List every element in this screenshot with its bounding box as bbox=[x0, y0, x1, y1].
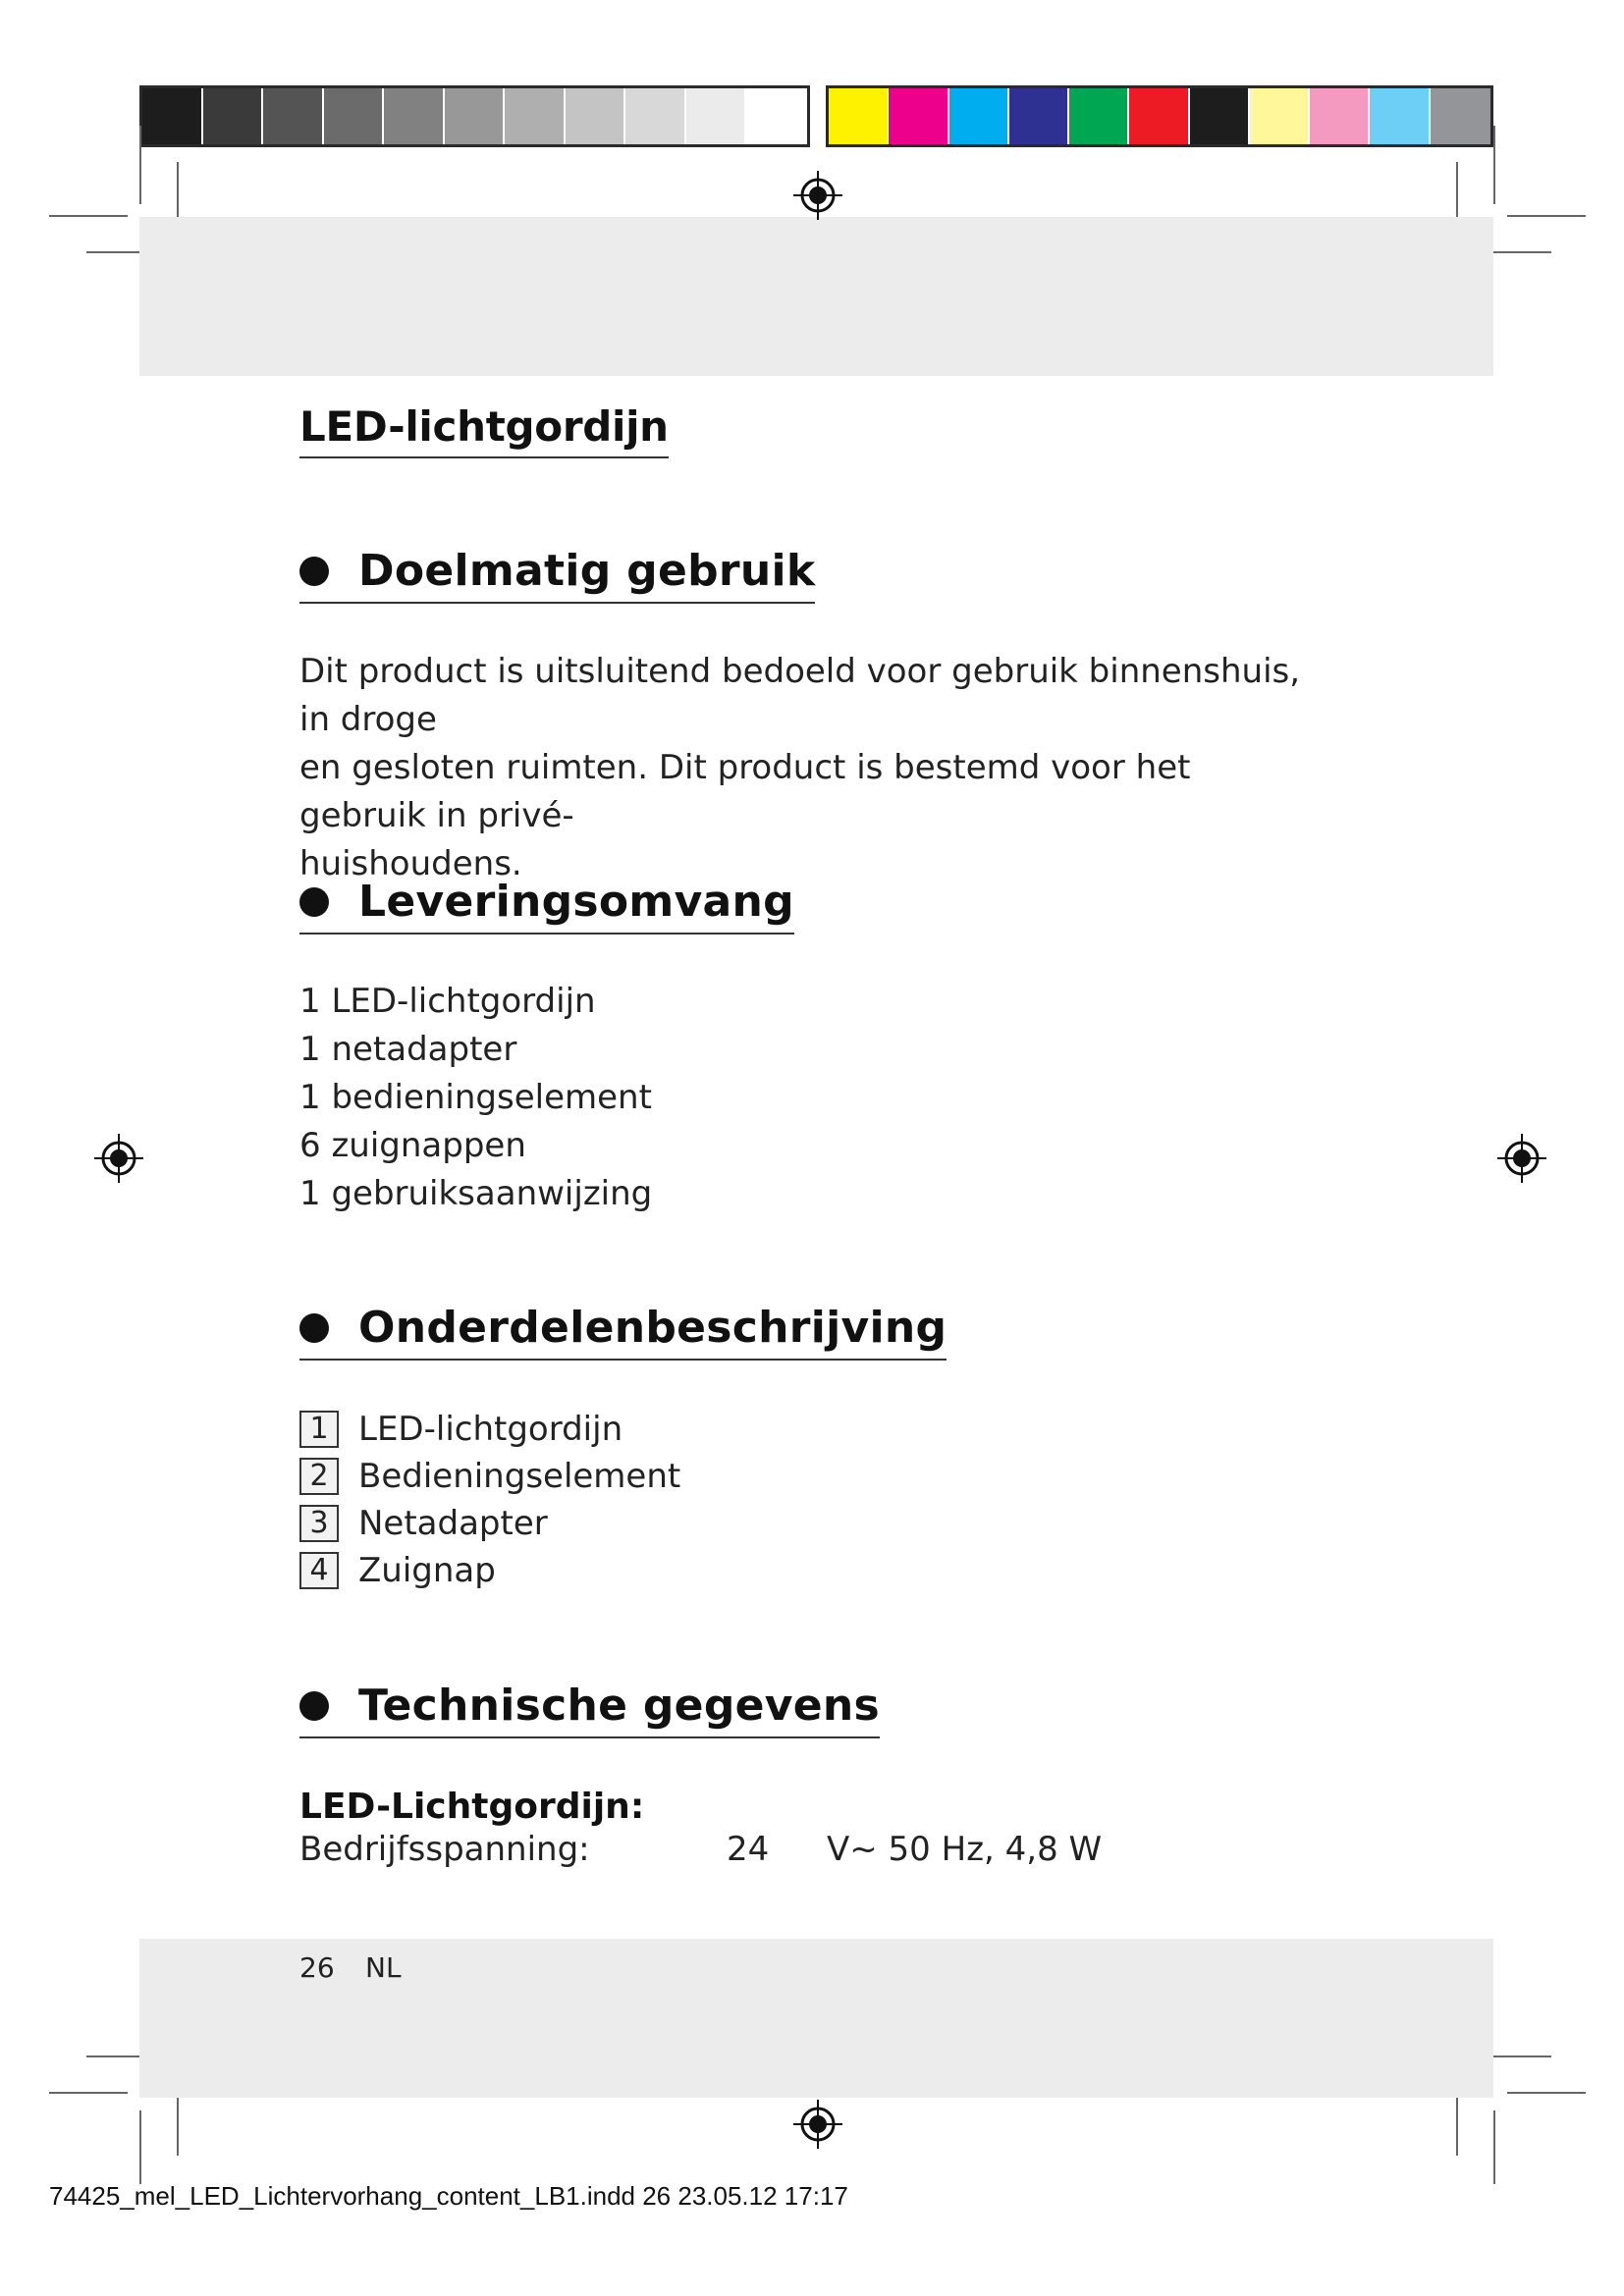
color-swatch bbox=[1431, 88, 1490, 144]
parts-list bbox=[299, 1406, 680, 1594]
list-item bbox=[299, 1547, 680, 1594]
bullet-icon bbox=[299, 1691, 329, 1721]
color-swatch bbox=[1250, 88, 1310, 144]
paragraph-line: Dit product is uitsluitend bedoeld voor gebruik binnenshuis, in droge bbox=[299, 652, 1301, 739]
part-number-box: 3 bbox=[299, 1505, 339, 1542]
color-swatch bbox=[1009, 88, 1069, 144]
spec-value: 24 bbox=[727, 1830, 770, 1869]
part-label: Netadapter bbox=[358, 1504, 548, 1543]
spec-label: Bedrijfsspanning: bbox=[299, 1830, 590, 1869]
delivery-list bbox=[299, 978, 1321, 1218]
gray-swatch bbox=[142, 88, 203, 144]
section-heading-parts bbox=[299, 1303, 947, 1361]
section-heading-text: Leveringsomvang bbox=[358, 877, 794, 927]
paragraph-line: en gesloten ruimten. Dit product is bestemd voor het gebruik in privé- bbox=[299, 748, 1191, 835]
registration-mark-icon bbox=[793, 171, 842, 220]
crop-mark bbox=[1485, 251, 1551, 253]
part-label: Zuignap bbox=[358, 1551, 496, 1590]
section-heading-delivery bbox=[299, 877, 794, 934]
gray-swatch bbox=[505, 88, 566, 144]
section-heading-text: Doelmatig gebruik bbox=[358, 546, 816, 596]
registration-mark-icon bbox=[94, 1134, 143, 1183]
section-heading-use bbox=[299, 546, 815, 604]
section-heading-specs bbox=[299, 1681, 880, 1738]
gray-swatch bbox=[324, 88, 385, 144]
color-swatch bbox=[1370, 88, 1430, 144]
color-swatch bbox=[949, 88, 1009, 144]
crop-mark bbox=[1456, 2089, 1458, 2156]
section-heading-text: Technische gegevens bbox=[358, 1681, 880, 1731]
paragraph-line: huishoudens. bbox=[299, 844, 522, 883]
gray-swatch bbox=[566, 88, 626, 144]
list-item: 1 LED-lichtgordijn bbox=[299, 982, 596, 1021]
crop-mark bbox=[49, 215, 128, 217]
specs-subheading: LED-Lichtgordijn: bbox=[299, 1787, 645, 1827]
crop-mark bbox=[139, 2110, 141, 2184]
list-item: 1 bedieningselement bbox=[299, 1078, 652, 1117]
part-label: Bedieningselement bbox=[358, 1457, 681, 1496]
part-number-box: 1 bbox=[299, 1411, 339, 1448]
crop-mark bbox=[49, 2092, 128, 2094]
page-title: LED-lichtgordijn bbox=[299, 402, 669, 458]
section-heading-text: Onderdelenbeschrijving bbox=[358, 1303, 947, 1353]
gray-swatch bbox=[263, 88, 324, 144]
crop-mark bbox=[1493, 126, 1495, 204]
crop-mark bbox=[1507, 215, 1586, 217]
gray-swatch bbox=[445, 88, 506, 144]
list-item: 1 gebruiksaanwijzing bbox=[299, 1174, 653, 1213]
crop-mark bbox=[1485, 2056, 1551, 2057]
crop-mark bbox=[1493, 2110, 1495, 2184]
grayscale-color-bar bbox=[139, 85, 810, 147]
color-swatch bbox=[829, 88, 889, 144]
process-color-bar bbox=[826, 85, 1493, 147]
gray-swatch bbox=[746, 88, 807, 144]
part-number-box: 4 bbox=[299, 1552, 339, 1589]
list-item bbox=[299, 1453, 680, 1500]
bullet-icon bbox=[299, 1313, 329, 1343]
list-item: 6 zuignappen bbox=[299, 1126, 526, 1165]
use-paragraph bbox=[299, 648, 1321, 888]
gray-swatch bbox=[384, 88, 445, 144]
spec-unit: V~ 50 Hz, 4,8 W bbox=[827, 1830, 1103, 1869]
page-number: 26 bbox=[299, 1951, 335, 1984]
crop-mark bbox=[139, 126, 141, 204]
crop-mark bbox=[177, 2089, 179, 2156]
crop-mark bbox=[1507, 2092, 1586, 2094]
color-swatch bbox=[1310, 88, 1370, 144]
list-item: 1 netadapter bbox=[299, 1030, 517, 1069]
gray-swatch bbox=[203, 88, 264, 144]
registration-mark-icon bbox=[793, 2100, 842, 2149]
color-swatch bbox=[1069, 88, 1129, 144]
gray-swatch bbox=[686, 88, 747, 144]
color-swatch bbox=[1190, 88, 1250, 144]
header-band bbox=[139, 217, 1493, 376]
print-slug: 74425_mel_LED_Lichtervorhang_content_LB1.indd 26 23.05.12 17:17 bbox=[49, 2181, 848, 2211]
list-item bbox=[299, 1500, 680, 1547]
bullet-icon bbox=[299, 557, 329, 586]
footer-band bbox=[139, 1939, 1493, 2098]
part-label: LED-lichtgordijn bbox=[358, 1410, 623, 1449]
language-code: NL bbox=[365, 1951, 402, 1984]
registration-mark-icon bbox=[1497, 1134, 1546, 1183]
gray-swatch bbox=[625, 88, 686, 144]
color-swatch bbox=[1129, 88, 1189, 144]
color-swatch bbox=[889, 88, 948, 144]
bullet-icon bbox=[299, 887, 329, 917]
list-item bbox=[299, 1406, 680, 1453]
part-number-box: 2 bbox=[299, 1458, 339, 1495]
